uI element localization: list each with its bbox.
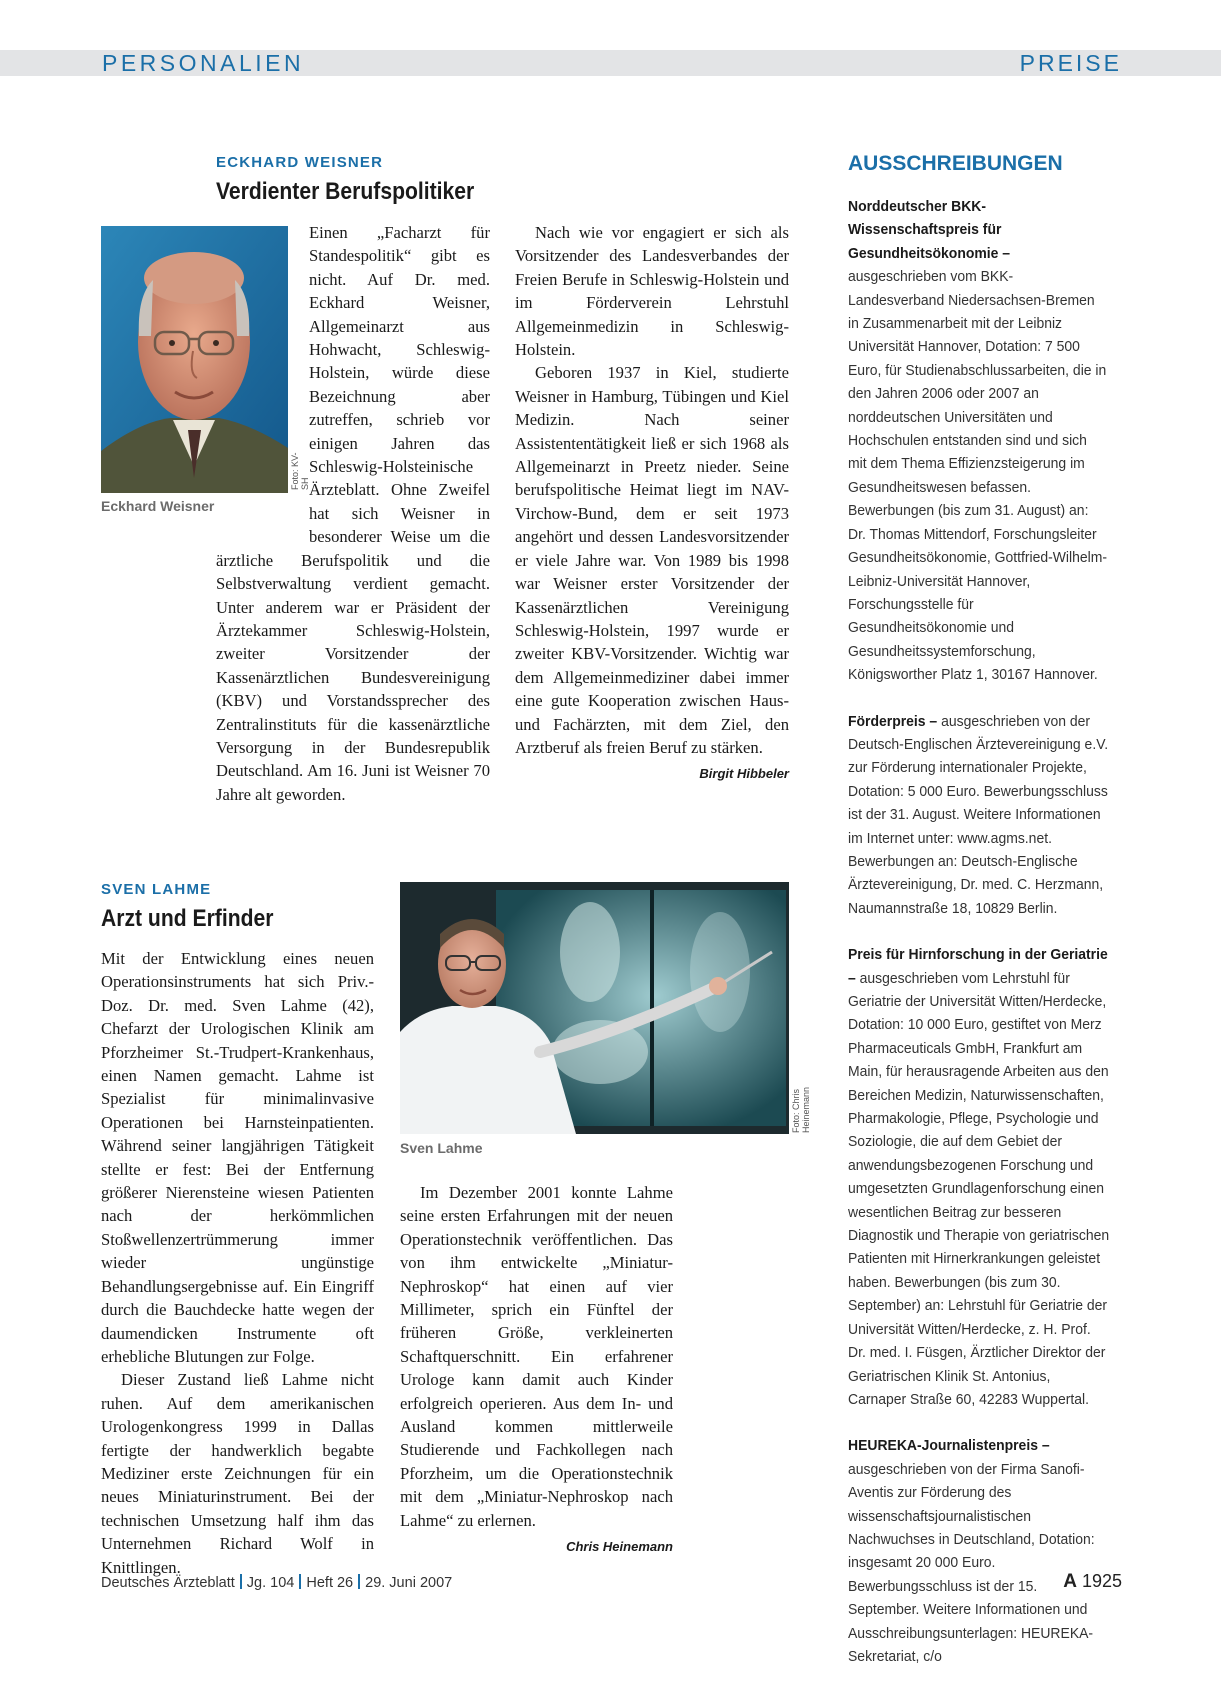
sidebar-title: AUSSCHREIBUNGEN xyxy=(848,152,1063,175)
article2-col1-p2: Dieser Zustand ließ Lahme nicht ruhen. Auf dem amerikanischen Urologenkongress 1999 in Dallas fertigte der handwerklich begabte Mediziner erste Zeichnungen für ein neues Miniaturinstrument. Bei der technischen Umsetzung half ihm das Unternehmen Richard Wolf in Knittlingen. xyxy=(101,1370,374,1577)
article1-column2 xyxy=(515,221,789,786)
footer-journal: Deutsches Ärzteblatt xyxy=(101,1575,235,1591)
article2-column2 xyxy=(400,1181,673,1559)
article1-col2-p2: Geboren 1937 in Kiel, studierte Weisner in Hamburg, Tübingen und Kiel Medizin. Nach seiner Assistententätigkeit ließ er sich 1968 als Allgemeinarzt in Preetz nieder. Seine berufspolitische Heimat liegt im NAV-Virchow-Bund, dem er seit 1973 angehört und dessen Landesvorsitzender er viele Jahre war. Von 1989 bis 1998 war Weisner erster Vorsitzender der Kassenärztlichen Vereinigung Schleswig-Holstein, 1997 wurde er zweiter KBV-Vorsitzender. Wichtig war dem Allgemeinmediziner dabei immer eine gute Kooperation zwischen Haus- und Fachärzten, mit dem Ziel, den Arztberuf als freien Beruf zu stärken. xyxy=(515,363,789,757)
sidebar-item xyxy=(848,1435,1109,1669)
footer-volume: Jg. 104 xyxy=(246,1575,295,1591)
sidebar-item-lead: Förderpreis – xyxy=(848,713,938,730)
article2-col2-text: Im Dezember 2001 konnte Lahme seine ersten Erfahrungen mit der neuen Operationstechnik veröffentlichen. Das von ihm entwickelte „Miniatur-Nephroskop“ hat einen auf vier Millimeter, sprich ein Fünftel der früheren Größe, verkleinerten Schaftquerschnitt. Ein erfahrener Urologe kann damit auch Kinder erfolgreich operieren. Aus dem In- und Ausland kommen mittlerweile Studierende und Fachkollegen nach Pforzheim, um die Operationstechnik mit dem „Miniatur-Nephroskop nach Lahme“ zu erlernen. xyxy=(400,1183,673,1530)
sven-lahme-photo xyxy=(400,882,789,1134)
article2-kicker: SVEN LAHME xyxy=(101,881,212,898)
article2-col1-p1: Mit der Entwicklung eines neuen Operationsinstruments hat sich Priv.-Doz. Dr. med. Sven Lahme (42), Chefarzt der Urologischen Klinik am Pforzheimer St.-Trudpert-Krankenhaus, einen Namen gemacht. Lahme ist Spezialist für minimalinvasive Operationen bei Harnsteinpatienten. Während seiner langjährigen Tätigkeit stellte er fest: Bei der Entfernung größerer Nierensteine wiesen Patienten nach der herkömmlichen Stoßwellenzertrümmerung immer wieder ungünstige Behandlungsergebnisse auf. Ein Eingriff durch die Bauchdecke hatte wegen der daumendicken Instrumente oft erhebliche Blutungen zur Folge. xyxy=(101,949,374,1366)
footer-separator xyxy=(299,1574,301,1589)
footer-separator xyxy=(240,1574,242,1589)
section-label-personalien: PERSONALIEN xyxy=(102,50,305,76)
footer-date: 29. Juni 2007 xyxy=(365,1575,453,1591)
article2-photo-caption: Sven Lahme xyxy=(400,1140,483,1156)
page-number xyxy=(1063,1571,1122,1593)
page-prefix: A xyxy=(1063,1571,1077,1592)
article1-col2-p1: Nach wie vor engagiert er sich als Vorsitzender des Landesverbandes der Freien Berufe in Schleswig-Holstein und im Förderverein Lehrstuhl Allgemeinmedizin in Schleswig-Holstein. xyxy=(515,223,789,360)
footer-issue: Heft 26 xyxy=(306,1575,354,1591)
xray-scene-illustration xyxy=(400,882,789,1134)
article1-photo-caption: Eckhard Weisner xyxy=(101,498,215,514)
article2-headline: Arzt und Erfinder xyxy=(101,905,274,932)
sidebar-item-lead: HEUREKA-Journalistenpreis – xyxy=(848,1438,1050,1455)
sidebar-item-text: ausgeschrieben vom BKK-Landesverband Niedersachsen-Bremen in Zusammenarbeit mit der Leibniz Universität Hannover, Dotation: 7 500 Euro, für Studienabschlussarbeiten, die in den Jahren 2006 oder 2007 an norddeutschen Universitäten und Hochschulen entstanden sind und sich mit dem Thema Effizienzsteigerung im Gesundheitswesen befassen. Bewerbungen (bis zum 31. August) an: Dr. Thomas Mittendorf, Forschungsleiter Gesundheitsökonomie, Gottfried-Wilhelm-Leibniz-Universität Hannover, Forschungsstelle für Gesundheitsökonomie und Gesundheitssystemforschung, Königsworther Platz 1, 30167 Hannover. xyxy=(848,269,1108,684)
sidebar-item-lead: Preis für Hirnforschung in der Geriatrie – xyxy=(848,947,1108,987)
section-label-preise: PREISE xyxy=(1019,50,1122,76)
article2-author: Chris Heinemann xyxy=(566,1539,673,1555)
article1-author: Birgit Hibbeler xyxy=(699,766,789,782)
footer-separator xyxy=(358,1574,360,1589)
article1-headline: Verdienter Berufspolitiker xyxy=(216,178,475,205)
article2-photo-credit: Foto: Chris Heinemann xyxy=(791,1086,811,1133)
sidebar-item xyxy=(848,711,1109,922)
article1-col1-text: Einen „Facharzt für Standespolitik“ gibt es nicht. Auf Dr. med. Eckhard Weisner, Allgemeinarzt aus Hohwacht, Schleswig-Holstein, würde diese Bezeichnung aber zutreffen, schrieb vor einigen Jahren das Schleswig-Holsteinische Ärzteblatt. Ohne Zweifel hat sich Weisner in besonderer Weise um die ärztliche Berufspolitik und die Selbstverwaltung verdient gemacht. Unter anderem war er Präsident der Ärztekammer Schleswig-Holstein, zweiter Vorsitzender der Kassenärztlichen Bundesvereinigung (KBV) und Vorstandssprecher des Zentralinstituts für die kassenärztliche Versorgung in der Bundesrepublik Deutschland. Am 16. Juni ist Weisner 70 Jahre alt geworden. xyxy=(216,223,490,804)
sidebar-item xyxy=(848,944,1109,1412)
sidebar-item-text: ausgeschrieben vom Lehrstuhl für Geriatrie der Universität Witten/Herdecke, Dotation: 10 000 Euro, gestiftet von Merz Pharmaceuticals GmbH, Frankfurt am Main, für herausragende Arbeiten aus den Bereichen Medizin, Naturwissenschaften, Pharmakologie, Pflege, Psychologie und Soziologie, die auf dem Gebiet der anwendungsbezogenen Forschung und umgesetzten Grundlagenforschung einen wesentlichen Beitrag zur besseren Diagnostik und Therapie von geriatrischen Patienten mit Hirnerkrankungen geleistet haben. Bewerbungen (bis zum 30. September) an: Lehrstuhl für Geriatrie der Universität Witten/Herdecke, z. H. Prof. Dr. med. I. Füsgen, Ärztlicher Direktor der Geriatrischen Klinik St. Antonius, Carnaper Straße 60, 42283 Wuppertal. xyxy=(848,970,1110,1408)
sidebar-item xyxy=(848,196,1109,688)
footer-citation xyxy=(101,1574,452,1591)
article1-column1 xyxy=(216,221,490,806)
sidebar-item-lead: Norddeutscher BKK-Wissenschaftspreis für Gesundheitsökonomie – xyxy=(848,199,1011,262)
sidebar-item-text: ausgeschrieben von der Deutsch-Englischen Ärztevereinigung e.V. zur Förderung internationaler Projekte, Dotation: 5 000 Euro. Bewerbungsschluss ist der 31. August. Weitere Informationen im Internet unter: www.agms.net. Bewerbungen an: Deutsch-Englische Ärztevereinigung, Dr. med. C. Herzmann, Naumannstraße 18, 10829 Berlin. xyxy=(848,713,1109,917)
sidebar-item-text: ausgeschrieben von der Firma Sanofi-Aventis zur Förderung des wissenschaftsjournalistischen Nachwuchses in Deutschland, Dotation: insgesamt 20 000 Euro. Bewerbungsschluss ist der 15. September. Weitere Informationen und Ausschreibungsunterlagen: HEUREKA-Sekretariat, c/o xyxy=(848,1461,1095,1665)
page-number-value: 1925 xyxy=(1081,1571,1122,1591)
article1-photo-credit: Foto: KV-SH xyxy=(290,452,310,490)
article2-column1 xyxy=(101,947,374,1579)
sidebar-column xyxy=(848,196,1109,1692)
article1-kicker: ECKHARD WEISNER xyxy=(216,154,384,171)
